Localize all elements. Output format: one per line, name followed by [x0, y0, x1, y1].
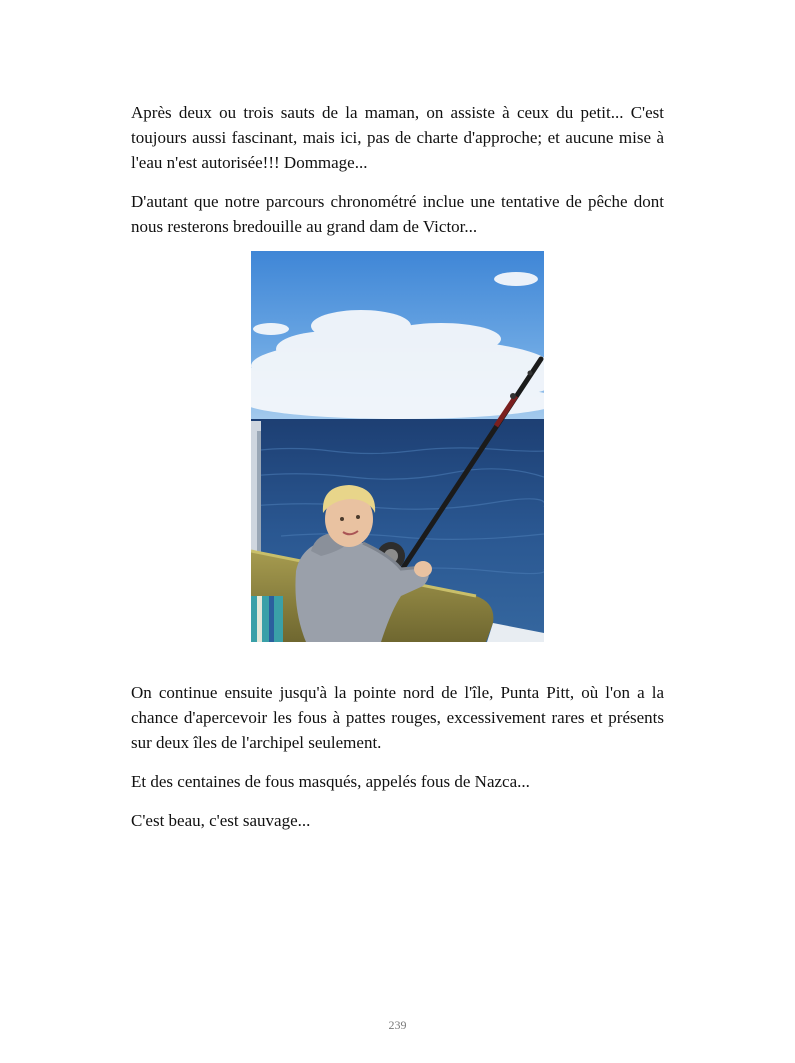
paragraph-fishing-attempt: D'autant que notre parcours chronométré inclue une tentative de pêche dont nous resterons bredouille au grand dam de Victor... [131, 192, 664, 236]
photo-boy-fishing [251, 251, 544, 642]
paragraph-nazca-boobies: Et des centaines de fous masqués, appelés fous de Nazca... [131, 772, 530, 791]
page-number: 239 [388, 1018, 407, 1032]
paragraph-whale-jumps: Après deux ou trois sauts de la maman, on assiste à ceux du petit... C'est toujours aussi fascinant, mais ici, pas de charte d'approche; et aucune mise à l'eau n'est autorisée!!! Dommage... [131, 103, 664, 172]
paragraph-punta-pitt: On continue ensuite jusqu'à la pointe nord de l'île, Punta Pitt, où l'on a la chance d'apercevoir les fous à pattes rouges, excessivement rares et présents sur deux îles de l'archipel seulement. [131, 683, 664, 752]
paragraph-wild: C'est beau, c'est sauvage... [131, 811, 311, 830]
